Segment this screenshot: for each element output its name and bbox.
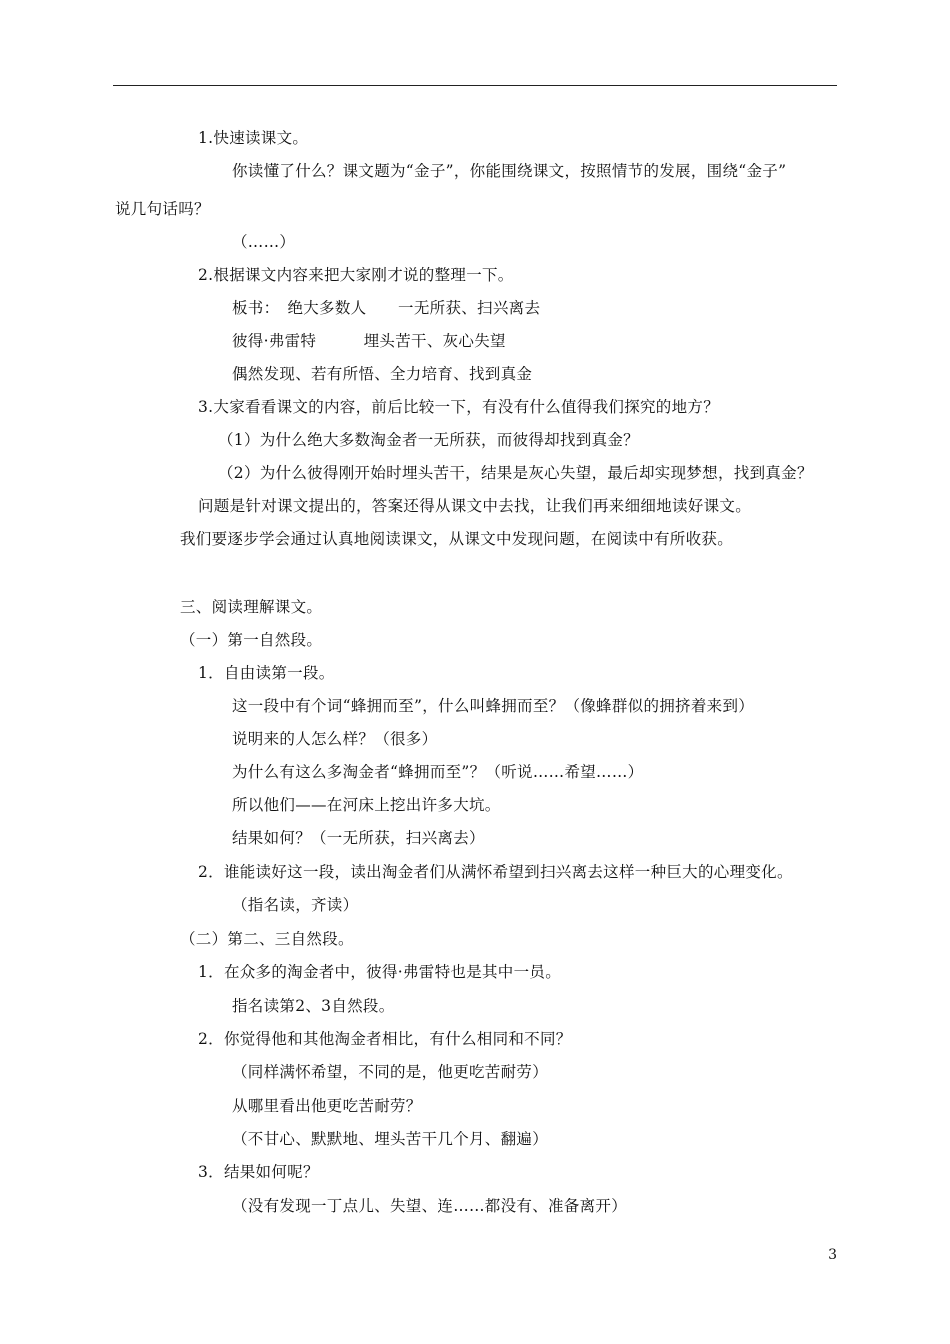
text-line: 1.快速读课文。	[198, 129, 309, 147]
section-heading: 三、阅读理解课文。	[180, 598, 323, 616]
text-line: （1）为什么绝大多数淘金者一无所获，而彼得却找到真金？	[218, 431, 639, 449]
text-line: （没有发现一丁点儿、失望、连……都没有、准备离开）	[232, 1197, 628, 1215]
text-line: 2．谁能读好这一段，读出淘金者们从满怀希望到扫兴离去这样一种巨大的心理变化。	[198, 863, 793, 881]
text-line: 1．自由读第一段。	[198, 664, 335, 682]
subsection-heading: （一）第一自然段。	[180, 631, 323, 649]
text-line: 我们要逐步学会通过认真地阅读课文，从课文中发现问题，在阅读中有所收获。	[180, 530, 734, 548]
text-line: 从哪里看出他更吃苦耐劳？	[232, 1097, 422, 1115]
text-line: 说几句话吗？	[115, 200, 210, 218]
text-line: （不甘心、默默地、埋头苦干几个月、翻遍）	[232, 1130, 549, 1148]
text-line: （同样满怀希望，不同的是，他更吃苦耐劳）	[232, 1063, 549, 1081]
text-line: 2.根据课文内容来把大家刚才说的整理一下。	[198, 266, 514, 284]
text-line: 2．你觉得他和其他淘金者相比，有什么相同和不同？	[198, 1030, 572, 1048]
page-number: 3	[828, 1247, 837, 1263]
text-line: 这一段中有个词“蜂拥而至”，什么叫蜂拥而至？（像蜂群似的拥挤着来到）	[232, 697, 755, 715]
text-line: 指名读第2、3自然段。	[232, 997, 395, 1015]
text-line: 问题是针对课文提出的，答案还得从课文中去找，让我们再来细细地读好课文。	[198, 497, 752, 515]
text-line: 1．在众多的淘金者中，彼得·弗雷特也是其中一员。	[198, 963, 561, 981]
text-line: 说明来的人怎么样？（很多）	[232, 730, 438, 748]
text-line: 偶然发现、若有所悟、全力培育、找到真金	[232, 365, 533, 383]
text-line: （指名读，齐读）	[232, 896, 359, 914]
text-line: （2）为什么彼得刚开始时埋头苦干，结果是灰心失望，最后却实现梦想，找到真金？	[218, 464, 813, 482]
text-line: 彼得·弗雷特 埋头苦干、灰心失望	[232, 332, 506, 350]
text-line: 结果如何？（一无所获，扫兴离去）	[232, 829, 485, 847]
text-line: 为什么有这么多淘金者“蜂拥而至”？（听说……希望……）	[232, 763, 644, 781]
text-line: 你读懂了什么？课文题为“金子”，你能围绕课文，按照情节的发展，围绕“金子”	[232, 162, 787, 180]
text-line: 板书： 绝大多数人 一无所获、扫兴离去	[232, 299, 541, 317]
text-line: 3.大家看看课文的内容，前后比较一下，有没有什么值得我们探究的地方？	[198, 398, 719, 416]
header-rule	[113, 85, 837, 86]
text-line: 3．结果如何呢？	[198, 1163, 319, 1181]
text-line: （……）	[232, 233, 296, 251]
subsection-heading: （二）第二、三自然段。	[180, 930, 354, 948]
text-line: 所以他们——在河床上挖出许多大坑。	[232, 796, 501, 814]
